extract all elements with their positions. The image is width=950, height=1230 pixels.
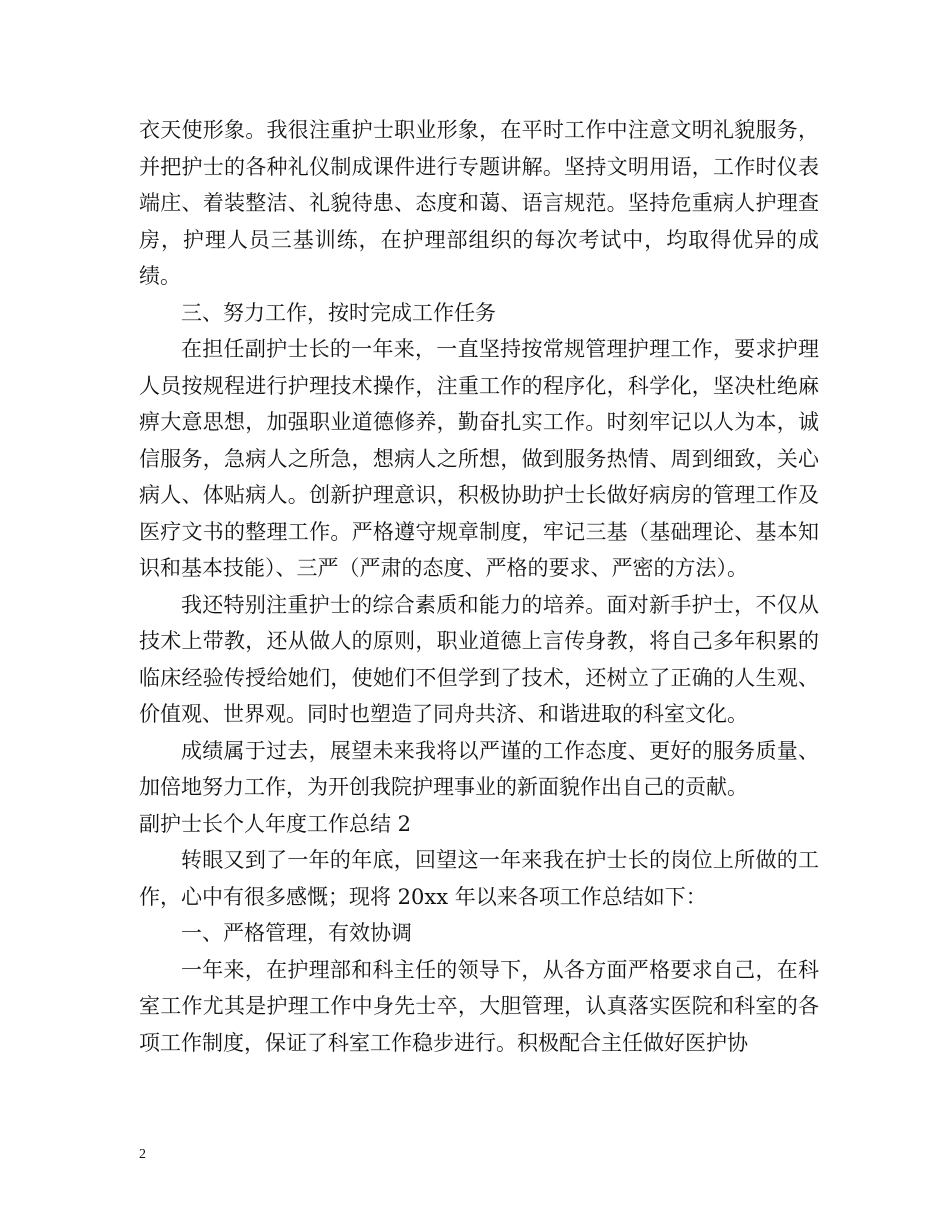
document-title-2: 副护士长个人年度工作总结 2: [139, 811, 412, 836]
page-number: 2: [139, 1147, 146, 1162]
paragraph-5: 转眼又到了一年的年底，回望这一年来我在护士长的岗位上所做的工作，心中有很多感慨；现将 20xx 年以来各项工作总结如下：: [139, 848, 819, 909]
body-text: [139, 112, 819, 1061]
paragraph-1: 衣天使形象。我很注重护士职业形象，在平时工作中注意文明礼貌服务，并把护士的各种礼仪制成课件进行专题讲解。坚持文明用语，工作时仪表端庄、着装整洁、礼貌待患、态度和蔼、语言规范。坚持危重病人护理查房，护理人员三基训练，在护理部组织的每次考试中，均取得优异的成绩。: [139, 118, 819, 288]
paragraph-3: 我还特别注重护士的综合素质和能力的培养。面对新手护士，不仅从技术上带教，还从做人的原则，职业道德上言传身教，将自己多年积累的临床经验传授给她们，使她们不但学到了技术，还树立了正确的人生观、价值观、世界观。同时也塑造了同舟共济、和谐进取的科室文化。: [139, 592, 819, 726]
paragraph-4: 成绩属于过去，展望未来我将以严谨的工作态度、更好的服务质量、加倍地努力工作，为开创我院护理事业的新面貌作出自己的贡献。: [139, 738, 819, 799]
paragraph-6: 一年来，在护理部和科主任的领导下，从各方面严格要求自己，在科室工作尤其是护理工作中身先士卒，大胆管理，认真落实医院和科室的各项工作制度，保证了科室工作稳步进行。积极配合主任做好医护协: [139, 957, 819, 1055]
section-heading-3: 三、努力工作，按时完成工作任务: [181, 300, 496, 325]
section-heading-1: 一、严格管理，有效协调: [181, 921, 412, 945]
paragraph-2: 在担任副护士长的一年来，一直坚持按常规管理护理工作，要求护理人员按规程进行护理技术操作，注重工作的程序化，科学化，坚决杜绝麻痹大意思想，加强职业道德修养，勤奋扎实工作。时刻牢记以人为本，诚信服务，急病人之所急，想病人之所想，做到服务热情、周到细致，关心病人、体贴病人。创新护理意识，积极协助护士长做好病房的管理工作及医疗文书的整理工作。严格遵守规章制度，牢记三基（基础理论、基本知识和基本技能）、三严（严肃的态度、严格的要求、严密的方法）。: [139, 337, 819, 580]
